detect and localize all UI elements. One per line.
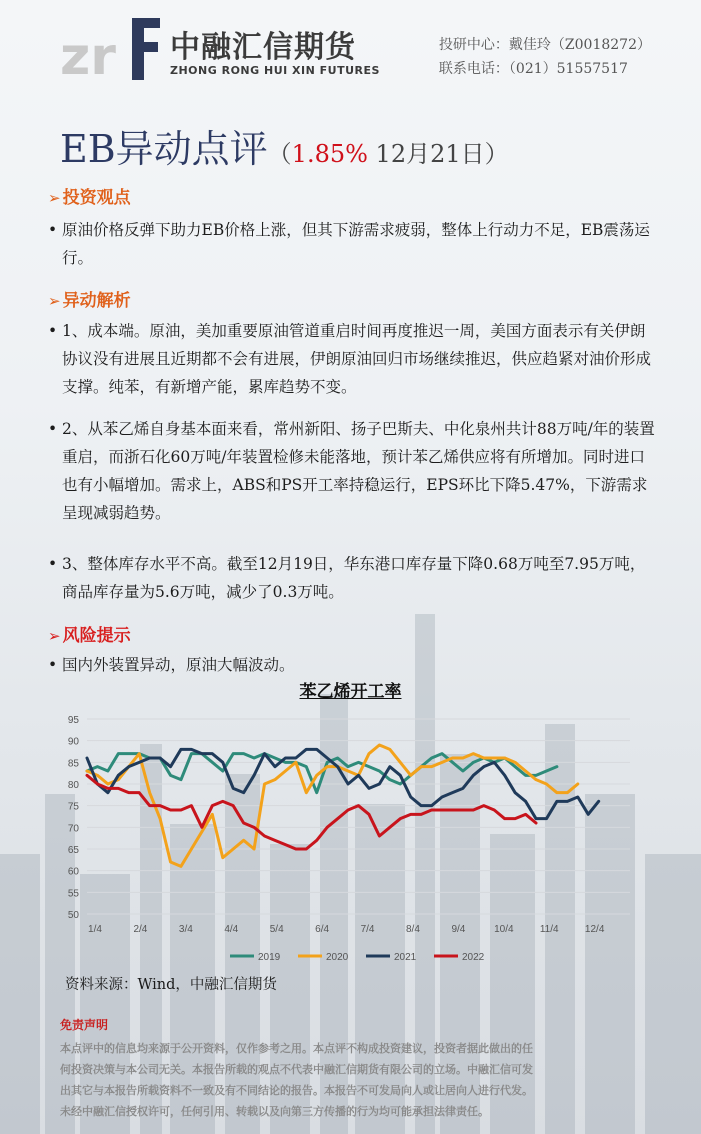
- chart-title: 苯乙烯开工率: [299, 682, 402, 702]
- section-title: 异动解析: [62, 291, 131, 311]
- title-percent: 1.85%: [291, 140, 368, 168]
- paragraph-risk: [48, 651, 658, 679]
- paragraph-text: 1、成本端。原油，美加重要原油管道重启时间再度推迟一周，美国方面表示有关伊朗协议没有进展且近期都不会有进展，伊朗原油回归市场继续推迟，供应趋紧对油价形成支撑。纯苯，有新增产能，累库趋势不变。: [62, 322, 652, 396]
- paragraph-cost: [48, 317, 658, 401]
- logo-icon: [60, 12, 170, 82]
- y-tick-label: 85: [67, 758, 79, 770]
- page-title: [60, 118, 509, 173]
- y-tick-label: 80: [67, 780, 79, 791]
- company-logo-english: ZHONG RONG HUI XIN FUTURES: [170, 64, 380, 77]
- disclaimer-line: 本点评中的信息均来源于公开资料，仅作参考之用。本点评不构成投资建议，投资者据此做出的任: [60, 1042, 533, 1055]
- page-header: [0, 0, 701, 100]
- paragraph-inventory: [48, 550, 658, 606]
- paragraph-text: 3、整体库存水平不高。截至12月19日，华东港口库存量下降0.68万吨至7.95万吨，商品库存量为5.6万吨，减少了0.3万吨。: [62, 555, 646, 601]
- x-tick-label: 4/4: [224, 924, 239, 935]
- company-logo-text: 中融汇信期货: [170, 30, 356, 65]
- section-investment-view: [48, 183, 131, 208]
- paragraph-text: 国内外装置异动，原油大幅波动。: [62, 656, 295, 674]
- arrow-icon: ➢: [48, 292, 61, 310]
- disclaimer-line: 何投资决策与本公司无关。本报告所载的观点不代表中融汇信期货有限公司的立场。中融汇信可发: [60, 1063, 533, 1076]
- y-tick-label: 55: [67, 888, 79, 900]
- contact-info: [439, 33, 651, 81]
- disclaimer-line: 出其它与本报告所载资料不一致及有不同结论的报告。本报告不可发局向人或让居向人进行代发。: [60, 1084, 533, 1097]
- series-line-2019: [87, 754, 557, 793]
- paragraph-text: 2、从苯乙烯自身基本面来看，常州新阳、扬子巴斯夫、中化泉州共计88万吨/年的装置重启，而浙石化60万吨/年装置检修未能落地，预计苯乙烯供应将有所增加。同时进口也有小幅增加。需求上，ABS和PS开工率持稳运行，EPS环比下降5.47%，下游需求呈现减弱趋势。: [62, 420, 655, 522]
- x-tick-label: 12/4: [584, 924, 605, 935]
- paragraph-fundamentals: [48, 415, 658, 527]
- analyst-line: 投研中心：戴佳玲（Z0018272）: [438, 37, 651, 53]
- x-tick-label: 6/4: [315, 924, 330, 935]
- bullet-icon: •: [48, 221, 58, 239]
- bullet-icon: •: [48, 656, 58, 674]
- legend-label: 2019: [258, 952, 281, 963]
- title-open-paren: （: [267, 140, 292, 168]
- section-title: 投资观点: [62, 188, 131, 208]
- y-tick-label: 90: [67, 736, 79, 748]
- x-tick-label: 11/4: [539, 924, 559, 935]
- section-title: 风险提示: [62, 626, 131, 646]
- paragraph-view: [48, 216, 658, 272]
- x-tick-label: 5/4: [269, 924, 284, 935]
- y-tick-label: 65: [67, 845, 79, 856]
- bullet-icon: •: [48, 322, 58, 340]
- svg-text:zr: zr: [60, 27, 116, 82]
- legend-label: 2022: [462, 952, 485, 963]
- x-tick-label: 10/4: [494, 924, 514, 935]
- styrene-operating-rate-chart: [55, 705, 655, 975]
- disclaimer-title: 免责声明: [60, 1018, 109, 1032]
- title-close-paren: ）: [484, 140, 509, 168]
- section-risk: [48, 621, 131, 646]
- x-tick-label: 1/4: [88, 924, 102, 935]
- x-tick-label: 2/4: [133, 924, 148, 935]
- y-tick-label: 75: [67, 801, 79, 813]
- legend-label: 2020: [326, 952, 349, 963]
- phone-line: 联系电话：（021）51557517: [438, 61, 628, 77]
- data-source: 资料来源：Wind，中融汇信期货: [65, 977, 277, 993]
- y-tick-label: 50: [67, 910, 79, 921]
- section-analysis: [48, 286, 131, 311]
- arrow-icon: ➢: [48, 189, 61, 207]
- title-date: 12月21日: [367, 140, 485, 168]
- title-main: EB异动点评: [60, 127, 268, 171]
- legend-label: 2021: [394, 952, 417, 963]
- disclaimer-line: 未经中融汇信授权许可，任何引用、转载以及向第三方传播的行为均可能承担法律责任。: [60, 1105, 489, 1118]
- paragraph-text: 原油价格反弹下助力EB价格上涨，但其下游需求疲弱，整体上行动力不足，EB震荡运行。: [62, 221, 650, 267]
- bullet-icon: •: [48, 555, 58, 573]
- y-tick-label: 60: [67, 866, 79, 878]
- y-tick-label: 70: [67, 823, 79, 835]
- x-tick-label: 8/4: [406, 924, 420, 935]
- bullet-icon: •: [48, 420, 58, 438]
- x-tick-label: 9/4: [451, 924, 466, 935]
- disclaimer-text: [60, 1038, 645, 1122]
- x-tick-label: 7/4: [360, 924, 375, 935]
- y-tick-label: 95: [67, 715, 79, 726]
- x-tick-label: 3/4: [178, 924, 193, 935]
- arrow-icon: ➢: [48, 627, 61, 645]
